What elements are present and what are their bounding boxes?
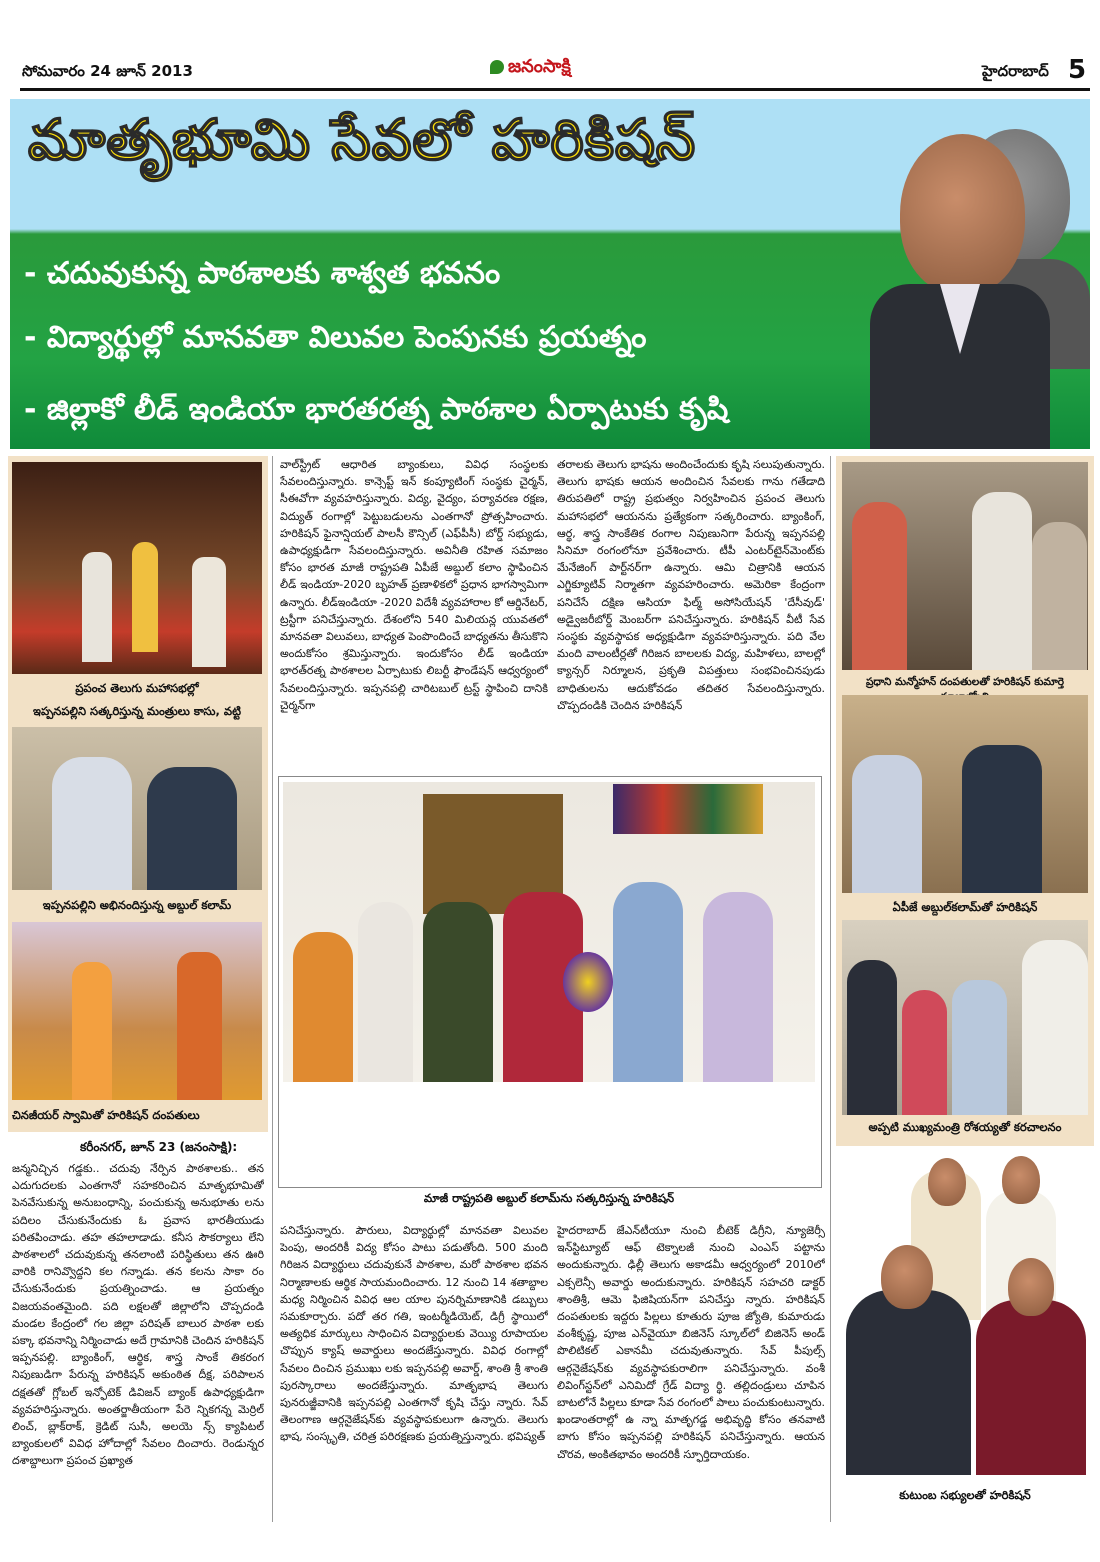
photo-face <box>1002 1156 1040 1204</box>
photo-figure <box>976 1300 1086 1475</box>
photo-figure <box>852 502 907 670</box>
article-column-3: తరాలకు తెలుగు భాషను అందించేందుకు కృషి సలుపుతున్నారు. తెలుగు భాషకు ఆయన అందించిన సేవలకు గాను గతేడాది తిరుపతిలో రాష్ట్ర ప్రభుత్వం నిర్వహించిన ప్రపంచ తెలుగు మహాసభలో ఆయనను ప్రత్యేకంగా సత్కరించారు. బ్యాంకింగ్, ఆర్థ, శాస్త్ర సాంకేతిక రంగాల నిపుణునిగా పేరున్న ఇప్పనపల్లి సినిమా రంగంలోనూ ప్రవేశించారు. టీపీ ఎంటర్‌టైన్‌మెంట్‌కు మేనేజింగ్ పార్ట్‌నర్‌గా ఉన్నారు. ఆమి చిత్రానికి ఆయన ఎగ్జిక్యూటివ్ నిర్మాతగా వ్యవహరించారు. అమెరికా కేంద్రంగా పనిచేసే దక్షిణ ఆసియా ఫిల్మ్ అసోసియేషన్ 'దేసీవుడ్' అడ్వైజరీబోర్డ్ మెంబర్‌గా పనిచేస్తున్నారు. హరికిషన్ వీటీ సేవ సంస్థకు వ్యవస్థాపక అధ్యక్షుడిగా వ్యవహరిస్తున్నారు. పది వేల మంది వాలంటీర్లతో గిరిజన బాలలకు విద్య, మహిళలు, బాలల్లో క్యాన్సర్ నిర్మూలన, ప్రకృతి విపత్తులు సంభవించినపుడు బాధితులను ఆదుకోవడం తదితర సేవలందిస్తున్నారు. చొప్పదండికి చెందిన హరికిషన్ <box>557 458 825 712</box>
bouquet <box>563 952 613 1012</box>
photo-figure <box>293 932 353 1082</box>
photo-kalam-greeting <box>12 727 262 890</box>
banner-bullet-3: - జిల్లాకో లీడ్ ఇండియా భారతరత్న పాఠశాల ఏర్పాటుకు కృషి <box>24 392 729 427</box>
caption-p3: చినజీయర్ స్వామితో హరికిషన్ దంపతులు <box>12 1108 200 1122</box>
header-rule <box>20 88 1090 91</box>
photo-manmohan <box>842 462 1088 670</box>
logo-text: జనంసాక్షి <box>508 56 571 77</box>
photo-figure <box>703 892 773 1082</box>
banner-bullet-1: - చదువుకున్న పాఠశాలకు శాశ్వత భవనం <box>24 256 501 291</box>
photo-figure <box>1022 940 1088 1115</box>
portrait-front-face <box>900 134 1025 294</box>
caption-r3: అప్పటి ముఖ్యమంత్రి రోశయ్యతో కరచాలనం <box>868 1120 1062 1134</box>
photo-face <box>1008 1258 1054 1316</box>
photo-figure <box>82 552 112 662</box>
leaf-icon <box>490 60 504 74</box>
caption-p1-line2: ఇప్పనపల్లిని సత్కరిస్తున్న మంత్రులు కాసు, వట్టి <box>33 704 241 718</box>
photo-figure <box>423 902 493 1082</box>
photo-figure <box>952 980 1007 1115</box>
photo-rosaiah-handshake <box>842 920 1088 1115</box>
photo-figure <box>902 990 947 1115</box>
caption-r1: ప్రధాని మన్మోహన్ దంపతులతో హరికిషన్ కుమార్తె <box>865 676 1065 688</box>
photo-figure <box>972 492 1032 670</box>
photo-figure <box>358 902 413 1082</box>
photo-figure <box>147 767 237 890</box>
photo-chinna-jeeyar <box>12 922 262 1100</box>
banner-headline: మాతృభూమి సేవలో హరికిషన్ <box>28 108 697 173</box>
caption-p1-line1: ప్రపంచ తెలుగు మహాసభల్లో <box>75 681 199 695</box>
photo-telugu-conference <box>12 462 262 674</box>
page-number: 5 <box>1068 55 1087 85</box>
article-column-2: వాల్‌స్ట్రీట్ ఆధారిత బ్యాంకులు, వివిధ సంస్థలకు సేవలందిస్తున్నారు. కాన్సెప్ట్ ఇన్ కంప్యూటింగ్ సంస్థకు చైర్మన్, సీఈవోగా వ్యవహరిస్తున్నారు. విద్య, వైద్యం, పర్యావరణ రక్షణ, విద్యుత్ రంగాల్లో పెట్టుబడులను ఎంతగానో ప్రోత్సహించారు. హరికిషన్ ఫైనాన్షియల్ పాలసీ కౌన్సిల్ (ఎఫ్‌పీసీ) బోర్డ్ సభ్యుడు, ఉపాధ్యక్షుడిగా సేవలందిస్తున్నారు. అవినీతి రహిత సమాజం కోసం భారత మాజీ రాష్ట్రపతి ఏపీజే అబ్దుల్ కలాం స్థాపించిన లీడ్ ఇండియా-2020 బృహత్ ప్రణాళికలో ప్రధాన భాగస్వామిగా ఉన్నారు. లీడ్‌ఇండియా -2020 విదేశీ వ్యవహారాల కో ఆర్డినేటర్, ట్రస్టీగా పనిచేస్తున్నారు. దేశంలోని 540 మిలియన్ల యువతలో మానవతా విలువలు, బాధ్యత పెంపొందించే బాధ్యతను తీసుకొని అందుకోసం శ్రమిస్తున్నారు. ఇందుకోసం లీడ్ ఇండియా భారత్‌రత్న పాఠశాలల ఏర్పాటుకు లిబర్టీ ఫౌండేషన్ ఆధ్వర్యంలో సేవలందిస్తున్నారు. ఇప్పనపల్లి చారిటబుల్ ట్రస్ట్ స్థాపించి దానికి చైర్మన్‌గా <box>280 458 548 712</box>
caption-r4: కుటుంబ సభ్యులతో హరికిషన్ <box>899 1488 1031 1502</box>
dateline: కరీంనగర్, జూన్ 23 (జనంసాక్షి): <box>80 1140 238 1154</box>
photo-face <box>928 1158 966 1206</box>
portrait-front <box>870 134 1050 449</box>
column-rule <box>830 456 831 1522</box>
photo-figure <box>52 757 132 890</box>
caption-center: మాజీ రాష్ట్రపతి అబ్దుల్ కలామ్‌ను సత్కరిస్తున్న హరికిషన్ <box>423 1191 675 1205</box>
photo-figure <box>613 882 683 1082</box>
photo-figure <box>852 755 922 893</box>
photo-figure <box>846 1290 971 1475</box>
article-column-4: పనిచేస్తున్నారు. పౌరులు, విద్యార్థుల్లో మానవతా విలువల పెంపు, అందరికీ విద్య కోసం పాటు పడుతోంది. 500 మంది గిరిజన విద్యార్థులు చదువుకునే పాఠశాల, మరో పాఠశాల భవన నిర్మాణాలకు ఆర్థిక సాయమందించారు. 12 నుంచి 14 శతాబ్దాల మధ్య నిర్మించిన వివిధ ఆల యాల పునర్నిమాణానికి డబ్బులు సమకూర్చారు. పదో తర గతి, ఇంటర్మీడియెట్, డిగ్రీ స్థాయిలో అత్యధిక మార్కులు సాధించిన విద్యార్థులకు వెయ్యి రూపాయల చొప్పున క్యాష్ అవార్డులు అందజేస్తున్నారు. వివిధ రంగాల్లో సేవలం దించిన ప్రముఖు లకు ఇప్పనపల్లి అవార్డ్, శాంతి శ్రీ శాంతి పురస్కారాలు అందజేస్తున్నారు. మాతృభాష తెలుగు పునరుజ్జీవానికి ఇప్పనపల్లి ఎంతగానో కృషి చేస్తు న్నారు. సేవ్ తెలంగాణ ఆర్గనైజేషన్‌కు వ్యవస్థాపకులుగా ఉన్నారు. తెలుగు భాష, సంస్కృతి, చరిత్ర పరిరక్షణకు ప్రయత్నిస్తున్నారు. భవిష్యత్ <box>280 1224 548 1444</box>
photo-figure <box>847 960 897 1115</box>
photo-figure <box>177 952 222 1100</box>
caption-r2: ఏపీజే అబ్దుల్‌కలామ్‌తో హరికిషన్ <box>892 900 1038 914</box>
wall-painting-colorful <box>613 784 763 834</box>
photo-figure <box>72 962 112 1100</box>
masthead-logo <box>490 56 610 84</box>
photo-kalam-felicitation <box>283 782 815 1082</box>
photo-family <box>836 1150 1094 1480</box>
banner-bullet-2: - విద్యార్థుల్లో మానవతా విలువల పెంపునకు ప్రయత్నం <box>24 320 647 355</box>
caption-p2: ఇప్పనపల్లిని అభినందిస్తున్న అబ్దుల్ కలామ్ <box>42 898 232 912</box>
issue-date: సోమవారం 24 జూన్ 2013 <box>22 62 193 80</box>
photo-figure <box>132 542 158 652</box>
photo-kalam-signing <box>842 695 1088 893</box>
photo-face <box>881 1245 933 1309</box>
photo-figure <box>192 557 226 667</box>
article-column-5: హైదరాబాద్ జేఎన్‌టీయూ నుంచి బీటెక్ డిగ్రీని, న్యూజెర్సీ ఇన్‌స్టిట్యూట్ ఆఫ్ టెక్నాలజీ నుంచి ఎంఎస్ పట్టాను అందుకున్నారు. ఢిల్లీ తెలుగు అకాడమీ ఆధ్వర్యంలో 2010లో ఎక్సలెన్సీ అవార్డు అందుకున్నారు. హరికిషన్ సహచరి డాక్టర్ శాంతిశ్రీ, ఆమె ఫిజిషియన్‌గా పనిచేస్తు న్నారు. హరికిషన్ దంపతులకు ఇద్దరు పిల్లలు కూతురు పూజ జ్యోతి, కుమారుడు వంశీకృష్ణ, పూజ ఎన్‌వైయూ బిజినెస్ స్కూల్‌లో బిజినెస్ అండ్ పొలిటికల్ ఎకానమీ చదువుతున్నారు. సేవ్ పీపుల్స్ ఆర్గనైజేషన్‌కు వ్యవస్థాపకురాలిగా పనిచేస్తున్నారు. వంశీ లివింగ్‌స్టన్‌లో ఎనిమిదో గ్రేడ్ విద్యా ర్థి. తల్లిదండ్రులు చూపిన బాటలోనే పిల్లలు కూడా సేవ రంగంలో పాలు పంచుకుంటున్నారు. ఖండాంతరాల్లో ఉ న్నా మాతృగడ్డ అభివృద్ధి కోసం తనవాటి బాగు కోసం ఇప్పనపల్లి హరికిషన్ పనిచేస్తున్నారు. ఆయన చొరవ, అంకితభావం అందరికీ స్ఫూర్తిదాయకం. <box>557 1224 825 1461</box>
edition-city: హైదరాబాద్ <box>982 62 1049 80</box>
photo-figure <box>1032 522 1087 670</box>
article-column-1: జన్మనిచ్చిన గడ్డకు.. చదువు నేర్పిన పాఠశాలకు.. తన ఎదుగుదలకు ఎంతగానో సహకరించిన మాతృభూమితో పెనవేసుకున్న అనుబంధాన్ని, పంచుకున్న అనుభూతు లను పదిలం చేసుకునేందుకు ఓ ప్రవాస భారతీయుడు పరితపించాడు. తహ తహలాడాడు. కనీస సౌకర్యాలు లేని పాఠశాలలో చదువుకున్న తనలాంటి పరిస్థితులు తన ఊరి వారికి రానివ్వొద్దని కల గన్నాడు. తన కలను సాకా రం చేసుకునేందుకు ప్రయత్నించాడు. ఆ ప్రయత్నం విజయవంతమైంది. పది లక్షలతో జిల్లాలోని చొప్పదండి మండల కేంద్రంలో గల జిల్లా పరిషత్ బాలుర పాఠశా లకు పక్కా భవనాన్ని నిర్మించాడు అదే గ్రామానికి చెందిన హరికిషన్ ఇప్పనపల్లి. బ్యాంకింగ్, ఆర్థిక, శాస్త్ర సాంకే తికరంగ నిపుణుడిగా పేరున్న హరికిషన్ అకుంఠిత దీక్ష, పరిపాలన దక్షతతో గ్లోబల్ ఇన్ఫోటెక్ డివిజన్ బ్యాంక్ ఉపాధ్యక్షుడిగా వ్యవహరిస్తున్నారు. అంతర్జాతీయంగా పేరె న్నికగన్న మెర్రిల్ లించ్, బ్లాక్‌రాక్, క్రెడిట్ సుసీ, అలయె న్స్ క్యాపిటల్ బ్యాంకులలో వివిధ హోదాల్లో సేవలం దించారు. రెండున్నర దశాబ్దాలుగా ప్రపంచ ప్రఖ్యాత <box>12 1162 264 1468</box>
photo-figure <box>962 745 1042 893</box>
column-rule <box>272 456 273 1522</box>
